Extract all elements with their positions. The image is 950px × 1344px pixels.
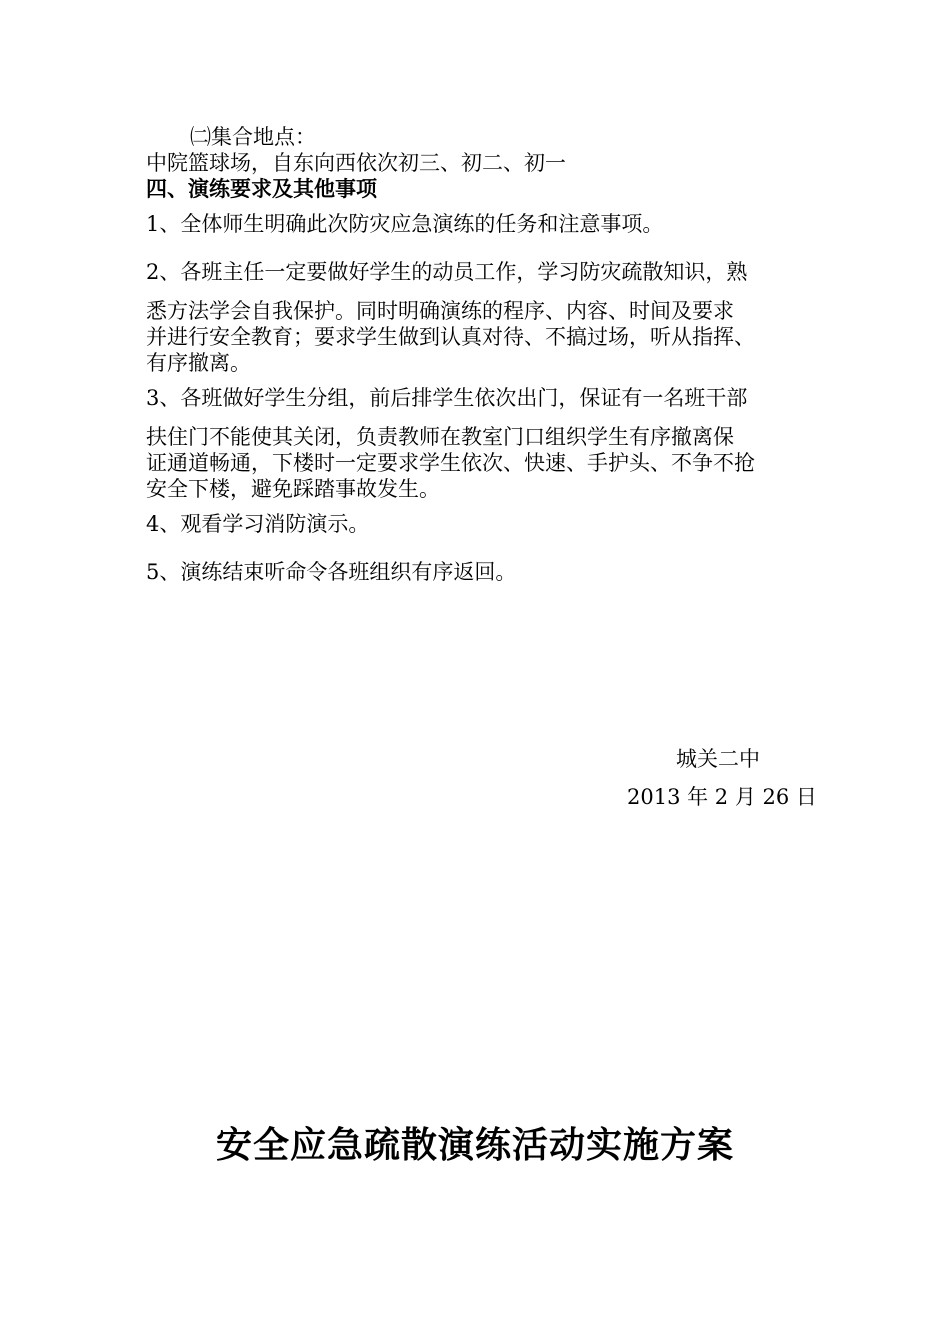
item-2-line-2: 悉方法学会自我保护。同时明确演练的程序、内容、时间及要求 (146, 299, 734, 323)
assembly-point-heading: ㈡集合地点： (190, 125, 316, 149)
section-four-heading: 四、演练要求及其他事项 (146, 176, 377, 201)
item-3-line-3: 证通道畅通，下楼时一定要求学生依次、快速、手护头、不争不抢 (146, 451, 755, 475)
signature-date: 2013 年 2 月 26 日 (627, 785, 817, 809)
document-title: 安全应急疏散演练活动实施方案 (215, 1124, 734, 1166)
item-2-line-3: 并进行安全教育；要求学生做到认真对待、不搞过场，听从指挥、 (146, 325, 755, 349)
item-3-line-2: 扶住门不能使其关闭，负责教师在教室门口组织学生有序撤离保 (146, 425, 734, 449)
item-4-text: 4、观看学习消防演示。 (146, 512, 370, 536)
item-5-text: 5、演练结束听命令各班组织有序返回。 (146, 560, 517, 584)
item-2-line-4: 有序撤离。 (146, 351, 251, 375)
item-3-line-1: 3、各班做好学生分组，前后排学生依次出门，保证有一名班干部 (146, 386, 748, 410)
item-1-text: 1、全体师生明确此次防灾应急演练的任务和注意事项。 (146, 212, 664, 236)
signature-org: 城关二中 (676, 747, 760, 771)
item-2-line-1: 2、各班主任一定要做好学生的动员工作，学习防灾疏散知识，熟 (146, 260, 748, 284)
assembly-point-text: 中院篮球场，自东向西依次初三、初二、初一 (146, 151, 566, 175)
item-3-line-4: 安全下楼，避免踩踏事故发生。 (146, 477, 440, 501)
